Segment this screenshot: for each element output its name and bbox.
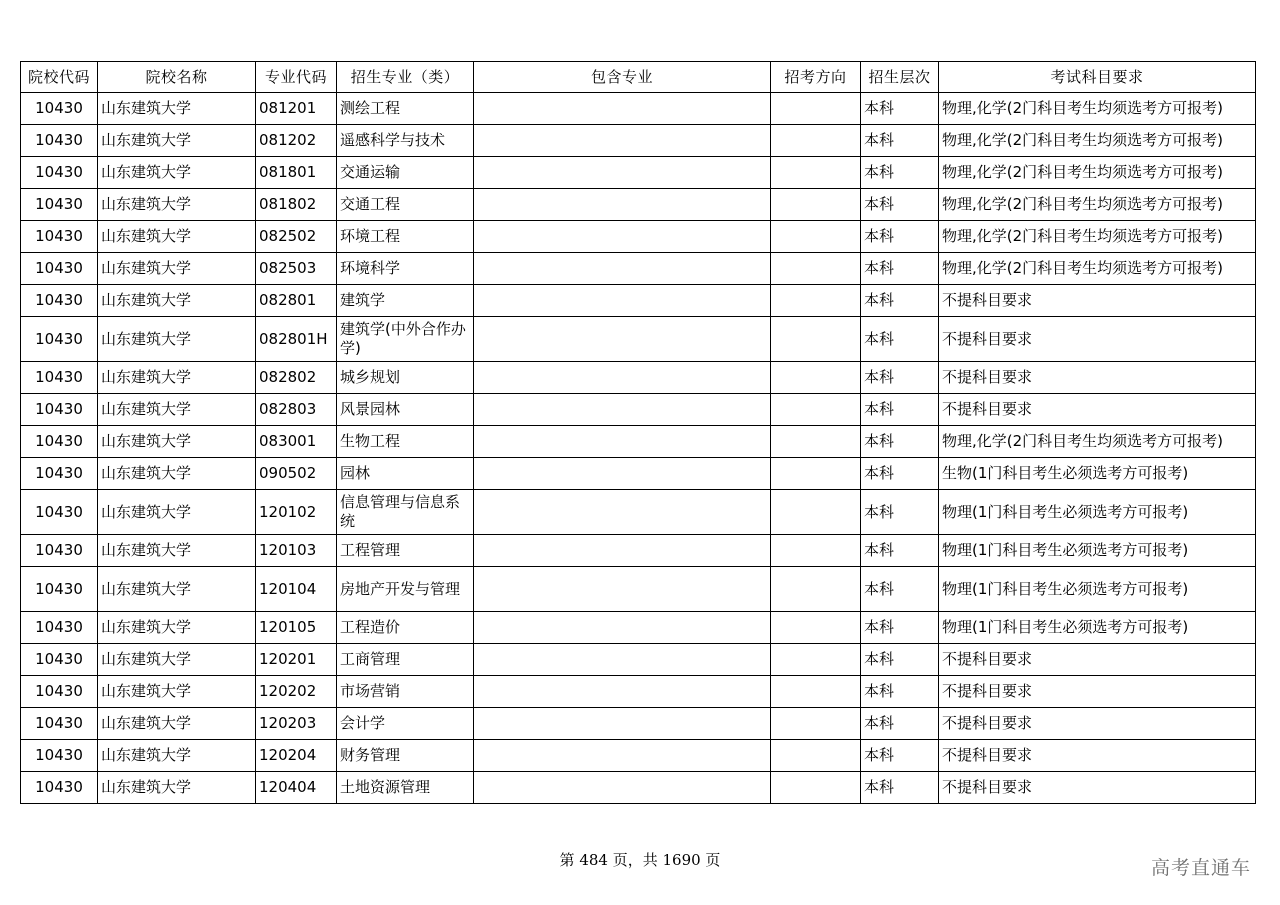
cell-included-majors bbox=[474, 740, 771, 772]
cell-subject-requirement: 不提科目要求 bbox=[939, 394, 1256, 426]
cell-included-majors bbox=[474, 253, 771, 285]
cell-included-majors bbox=[474, 426, 771, 458]
cell-included-majors bbox=[474, 362, 771, 394]
cell-subject-requirement: 物理,化学(2门科目考生均须选考方可报考) bbox=[939, 426, 1256, 458]
cell-school-name: 山东建筑大学 bbox=[98, 362, 256, 394]
cell-major-code: 120203 bbox=[256, 708, 337, 740]
cell-major: 土地资源管理 bbox=[337, 772, 474, 804]
cell-major: 信息管理与信息系统 bbox=[337, 490, 474, 535]
cell-school-code: 10430 bbox=[21, 394, 98, 426]
cell-subject-requirement: 不提科目要求 bbox=[939, 285, 1256, 317]
cell-included-majors bbox=[474, 535, 771, 567]
table-body bbox=[21, 93, 1256, 804]
cell-major-code: 120103 bbox=[256, 535, 337, 567]
cell-major: 市场营销 bbox=[337, 676, 474, 708]
cell-included-majors bbox=[474, 285, 771, 317]
cell-level: 本科 bbox=[861, 740, 939, 772]
table-row bbox=[21, 93, 1256, 125]
cell-direction bbox=[771, 362, 861, 394]
cell-included-majors bbox=[474, 567, 771, 612]
cell-level: 本科 bbox=[861, 458, 939, 490]
cell-level: 本科 bbox=[861, 317, 939, 362]
table-row bbox=[21, 740, 1256, 772]
table-row bbox=[21, 535, 1256, 567]
cell-direction bbox=[771, 567, 861, 612]
cell-school-code: 10430 bbox=[21, 157, 98, 189]
admission-table bbox=[20, 61, 1256, 804]
cell-level: 本科 bbox=[861, 567, 939, 612]
cell-school-code: 10430 bbox=[21, 221, 98, 253]
watermark: 高考直通车 bbox=[1150, 857, 1251, 879]
table-row bbox=[21, 189, 1256, 221]
cell-direction bbox=[771, 458, 861, 490]
header-major: 招生专业（类） bbox=[337, 62, 474, 93]
cell-major-code: 081801 bbox=[256, 157, 337, 189]
cell-direction bbox=[771, 535, 861, 567]
cell-major-code: 081202 bbox=[256, 125, 337, 157]
cell-school-code: 10430 bbox=[21, 708, 98, 740]
cell-subject-requirement: 生物(1门科目考生必须选考方可报考) bbox=[939, 458, 1256, 490]
cell-included-majors bbox=[474, 125, 771, 157]
cell-school-name: 山东建筑大学 bbox=[98, 189, 256, 221]
cell-major-code: 083001 bbox=[256, 426, 337, 458]
cell-direction bbox=[771, 490, 861, 535]
table-row bbox=[21, 157, 1256, 189]
cell-major: 测绘工程 bbox=[337, 93, 474, 125]
cell-included-majors bbox=[474, 772, 771, 804]
cell-major: 交通运输 bbox=[337, 157, 474, 189]
cell-school-name: 山东建筑大学 bbox=[98, 644, 256, 676]
cell-direction bbox=[771, 157, 861, 189]
cell-subject-requirement: 物理(1门科目考生必须选考方可报考) bbox=[939, 567, 1256, 612]
cell-school-name: 山东建筑大学 bbox=[98, 317, 256, 362]
cell-level: 本科 bbox=[861, 535, 939, 567]
cell-subject-requirement: 不提科目要求 bbox=[939, 676, 1256, 708]
cell-level: 本科 bbox=[861, 157, 939, 189]
cell-school-name: 山东建筑大学 bbox=[98, 285, 256, 317]
cell-level: 本科 bbox=[861, 253, 939, 285]
cell-major-code: 090502 bbox=[256, 458, 337, 490]
cell-major: 风景园林 bbox=[337, 394, 474, 426]
cell-major-code: 120105 bbox=[256, 612, 337, 644]
cell-major-code: 120104 bbox=[256, 567, 337, 612]
cell-level: 本科 bbox=[861, 708, 939, 740]
cell-school-name: 山东建筑大学 bbox=[98, 490, 256, 535]
table-row bbox=[21, 394, 1256, 426]
cell-school-code: 10430 bbox=[21, 189, 98, 221]
cell-school-code: 10430 bbox=[21, 362, 98, 394]
cell-school-name: 山东建筑大学 bbox=[98, 708, 256, 740]
cell-school-code: 10430 bbox=[21, 426, 98, 458]
cell-major-code: 120202 bbox=[256, 676, 337, 708]
cell-included-majors bbox=[474, 93, 771, 125]
cell-school-name: 山东建筑大学 bbox=[98, 394, 256, 426]
cell-level: 本科 bbox=[861, 125, 939, 157]
cell-level: 本科 bbox=[861, 189, 939, 221]
cell-level: 本科 bbox=[861, 362, 939, 394]
cell-major: 环境工程 bbox=[337, 221, 474, 253]
cell-major: 房地产开发与管理 bbox=[337, 567, 474, 612]
cell-direction bbox=[771, 394, 861, 426]
cell-school-code: 10430 bbox=[21, 93, 98, 125]
cell-subject-requirement: 物理(1门科目考生必须选考方可报考) bbox=[939, 612, 1256, 644]
cell-direction bbox=[771, 612, 861, 644]
cell-school-code: 10430 bbox=[21, 676, 98, 708]
cell-school-name: 山东建筑大学 bbox=[98, 740, 256, 772]
cell-major-code: 120204 bbox=[256, 740, 337, 772]
cell-major: 工程造价 bbox=[337, 612, 474, 644]
cell-included-majors bbox=[474, 708, 771, 740]
cell-school-code: 10430 bbox=[21, 535, 98, 567]
cell-major: 城乡规划 bbox=[337, 362, 474, 394]
cell-level: 本科 bbox=[861, 772, 939, 804]
cell-school-name: 山东建筑大学 bbox=[98, 221, 256, 253]
cell-direction bbox=[771, 221, 861, 253]
table-row bbox=[21, 362, 1256, 394]
table-row bbox=[21, 676, 1256, 708]
table-row bbox=[21, 644, 1256, 676]
table-row bbox=[21, 317, 1256, 362]
cell-major: 建筑学 bbox=[337, 285, 474, 317]
cell-level: 本科 bbox=[861, 490, 939, 535]
cell-subject-requirement: 物理,化学(2门科目考生均须选考方可报考) bbox=[939, 125, 1256, 157]
cell-subject-requirement: 物理,化学(2门科目考生均须选考方可报考) bbox=[939, 157, 1256, 189]
cell-subject-requirement: 不提科目要求 bbox=[939, 362, 1256, 394]
cell-school-code: 10430 bbox=[21, 490, 98, 535]
cell-direction bbox=[771, 285, 861, 317]
cell-level: 本科 bbox=[861, 285, 939, 317]
cell-major: 园林 bbox=[337, 458, 474, 490]
table-row bbox=[21, 567, 1256, 612]
cell-direction bbox=[771, 676, 861, 708]
cell-level: 本科 bbox=[861, 394, 939, 426]
cell-major: 环境科学 bbox=[337, 253, 474, 285]
cell-major: 生物工程 bbox=[337, 426, 474, 458]
cell-direction bbox=[771, 772, 861, 804]
header-subject-requirement: 考试科目要求 bbox=[939, 62, 1256, 93]
cell-major-code: 082801 bbox=[256, 285, 337, 317]
cell-major-code: 082802 bbox=[256, 362, 337, 394]
cell-school-name: 山东建筑大学 bbox=[98, 426, 256, 458]
cell-major: 工商管理 bbox=[337, 644, 474, 676]
table-row bbox=[21, 426, 1256, 458]
cell-level: 本科 bbox=[861, 221, 939, 253]
cell-school-code: 10430 bbox=[21, 458, 98, 490]
header-school-code: 院校代码 bbox=[21, 62, 98, 93]
cell-major-code: 120102 bbox=[256, 490, 337, 535]
cell-school-name: 山东建筑大学 bbox=[98, 772, 256, 804]
table-row bbox=[21, 458, 1256, 490]
table-row bbox=[21, 490, 1256, 535]
cell-major: 建筑学(中外合作办学) bbox=[337, 317, 474, 362]
cell-school-code: 10430 bbox=[21, 317, 98, 362]
cell-direction bbox=[771, 644, 861, 676]
cell-school-name: 山东建筑大学 bbox=[98, 157, 256, 189]
cell-included-majors bbox=[474, 458, 771, 490]
cell-school-name: 山东建筑大学 bbox=[98, 93, 256, 125]
table-row bbox=[21, 708, 1256, 740]
cell-subject-requirement: 物理,化学(2门科目考生均须选考方可报考) bbox=[939, 253, 1256, 285]
cell-major-code: 120201 bbox=[256, 644, 337, 676]
table-row bbox=[21, 772, 1256, 804]
cell-school-name: 山东建筑大学 bbox=[98, 253, 256, 285]
cell-included-majors bbox=[474, 189, 771, 221]
cell-school-name: 山东建筑大学 bbox=[98, 612, 256, 644]
cell-subject-requirement: 物理(1门科目考生必须选考方可报考) bbox=[939, 535, 1256, 567]
cell-school-code: 10430 bbox=[21, 285, 98, 317]
cell-direction bbox=[771, 426, 861, 458]
table-row bbox=[21, 125, 1256, 157]
cell-school-code: 10430 bbox=[21, 567, 98, 612]
cell-included-majors bbox=[474, 394, 771, 426]
cell-school-code: 10430 bbox=[21, 253, 98, 285]
cell-direction bbox=[771, 253, 861, 285]
page-number: 第 484 页，共 1690 页 bbox=[559, 851, 721, 869]
cell-school-name: 山东建筑大学 bbox=[98, 535, 256, 567]
table-row bbox=[21, 253, 1256, 285]
table-row bbox=[21, 285, 1256, 317]
cell-included-majors bbox=[474, 157, 771, 189]
cell-subject-requirement: 物理,化学(2门科目考生均须选考方可报考) bbox=[939, 189, 1256, 221]
cell-major: 交通工程 bbox=[337, 189, 474, 221]
header-school-name: 院校名称 bbox=[98, 62, 256, 93]
cell-school-name: 山东建筑大学 bbox=[98, 458, 256, 490]
cell-school-name: 山东建筑大学 bbox=[98, 676, 256, 708]
cell-school-code: 10430 bbox=[21, 125, 98, 157]
cell-subject-requirement: 不提科目要求 bbox=[939, 708, 1256, 740]
cell-level: 本科 bbox=[861, 93, 939, 125]
cell-direction bbox=[771, 189, 861, 221]
cell-direction bbox=[771, 708, 861, 740]
cell-school-name: 山东建筑大学 bbox=[98, 125, 256, 157]
cell-subject-requirement: 物理,化学(2门科目考生均须选考方可报考) bbox=[939, 221, 1256, 253]
cell-subject-requirement: 不提科目要求 bbox=[939, 772, 1256, 804]
cell-school-code: 10430 bbox=[21, 740, 98, 772]
cell-major-code: 081201 bbox=[256, 93, 337, 125]
cell-major-code: 082502 bbox=[256, 221, 337, 253]
cell-major: 财务管理 bbox=[337, 740, 474, 772]
header-level: 招生层次 bbox=[861, 62, 939, 93]
cell-included-majors bbox=[474, 676, 771, 708]
cell-major-code: 082503 bbox=[256, 253, 337, 285]
cell-included-majors bbox=[474, 612, 771, 644]
cell-level: 本科 bbox=[861, 426, 939, 458]
cell-included-majors bbox=[474, 317, 771, 362]
cell-subject-requirement: 不提科目要求 bbox=[939, 644, 1256, 676]
cell-included-majors bbox=[474, 644, 771, 676]
table-row bbox=[21, 612, 1256, 644]
cell-school-code: 10430 bbox=[21, 644, 98, 676]
cell-major: 遥感科学与技术 bbox=[337, 125, 474, 157]
cell-school-code: 10430 bbox=[21, 612, 98, 644]
header-major-code: 专业代码 bbox=[256, 62, 337, 93]
cell-direction bbox=[771, 317, 861, 362]
cell-direction bbox=[771, 740, 861, 772]
cell-school-code: 10430 bbox=[21, 772, 98, 804]
cell-level: 本科 bbox=[861, 644, 939, 676]
cell-subject-requirement: 不提科目要求 bbox=[939, 740, 1256, 772]
cell-major-code: 082803 bbox=[256, 394, 337, 426]
cell-major-code: 120404 bbox=[256, 772, 337, 804]
cell-subject-requirement: 物理,化学(2门科目考生均须选考方可报考) bbox=[939, 93, 1256, 125]
cell-subject-requirement: 不提科目要求 bbox=[939, 317, 1256, 362]
cell-included-majors bbox=[474, 221, 771, 253]
cell-major-code: 081802 bbox=[256, 189, 337, 221]
header-direction: 招考方向 bbox=[771, 62, 861, 93]
table-row bbox=[21, 221, 1256, 253]
cell-level: 本科 bbox=[861, 612, 939, 644]
cell-major: 工程管理 bbox=[337, 535, 474, 567]
cell-direction bbox=[771, 93, 861, 125]
cell-subject-requirement: 物理(1门科目考生必须选考方可报考) bbox=[939, 490, 1256, 535]
cell-included-majors bbox=[474, 490, 771, 535]
table-header-row bbox=[21, 62, 1256, 93]
cell-school-name: 山东建筑大学 bbox=[98, 567, 256, 612]
cell-major: 会计学 bbox=[337, 708, 474, 740]
cell-major-code: 082801H bbox=[256, 317, 337, 362]
cell-level: 本科 bbox=[861, 676, 939, 708]
cell-direction bbox=[771, 125, 861, 157]
header-included-majors: 包含专业 bbox=[474, 62, 771, 93]
